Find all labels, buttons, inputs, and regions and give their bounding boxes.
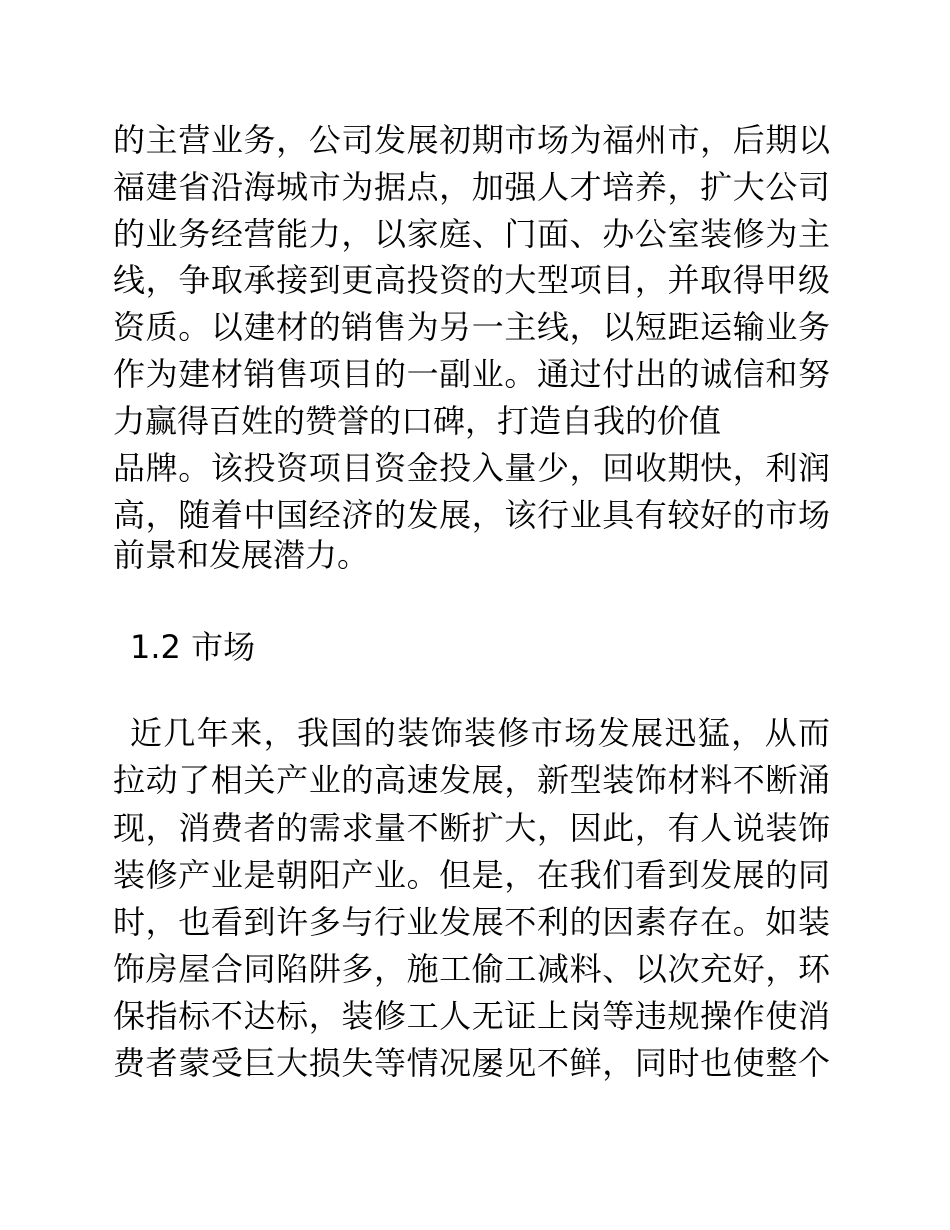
paragraph-line: 费者蒙受巨大损失等情况屡见不鲜，同时也使整个 [113,1044,830,1082]
paragraph-line: 的主营业务，公司发展初期市场为福州市，后期以 [113,121,830,159]
paragraph-line: 线，争取承接到更高投资的大型项目，并取得甲级 [113,261,830,299]
paragraph-line: 品牌。该投资项目资金投入量少，回收期快，利润 [113,449,830,487]
paragraph-line: 拉动了相关产业的高速发展，新型装饰材料不断涌 [113,761,830,799]
paragraph-line: 近几年来，我国的装饰装修市场发展迅猛，从而 [130,714,830,752]
section-heading: 1.2 市场 [130,628,256,666]
paragraph-line: 前景和发展潜力。 [113,536,370,574]
paragraph-line: 作为建材销售项目的一副业。通过付出的诚信和努 [113,355,830,393]
paragraph-line: 福建省沿海城市为据点，加强人才培养，扩大公司 [113,168,830,206]
paragraph-line: 力赢得百姓的赞誉的口碑，打造自我的价值 [113,402,722,440]
paragraph-line: 现，消费者的需求量不断扩大，因此，有人说装饰 [113,809,830,847]
paragraph-line: 饰房屋合同陷阱多，施工偷工减料、以次充好，环 [113,950,830,988]
paragraph-line: 资质。以建材的销售为另一主线，以短距运输业务 [113,308,830,346]
paragraph-line: 高，随着中国经济的发展，该行业具有较好的市场 [113,496,830,534]
paragraph-line: 的业务经营能力，以家庭、门面、办公室装修为主 [113,215,830,253]
paragraph-line: 保指标不达标，装修工人无证上岗等违规操作使消 [113,997,830,1035]
paragraph-line: 时，也看到许多与行业发展不利的因素存在。如装 [113,903,830,941]
paragraph-line: 装修产业是朝阳产业。但是，在我们看到发展的同 [113,856,830,894]
